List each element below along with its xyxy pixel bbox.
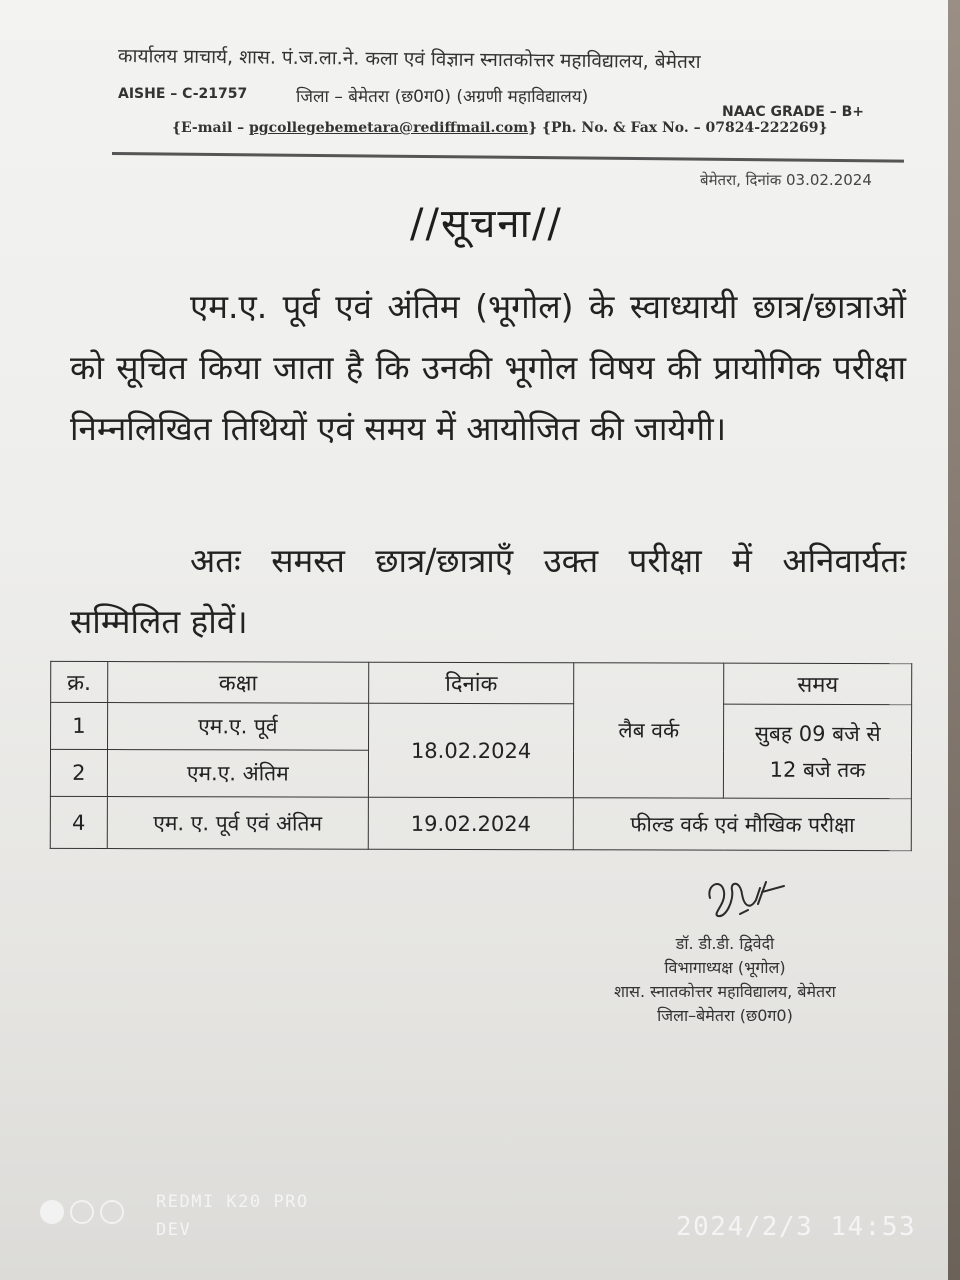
time-text [724, 705, 911, 798]
district-line: जिला – बेमेतरा (छ0ग0) (अग्रणी महाविद्यालय) [296, 87, 589, 107]
row1-class: एम.ए. पूर्व [107, 703, 368, 751]
row3-work: फील्ड वर्क एवं मौखिक परीक्षा [573, 798, 911, 851]
aishe-code: AISHE – C-21757 [118, 86, 248, 102]
header-sno: क्र. [51, 661, 108, 702]
notice-paragraph-1: एम.ए. पूर्व एवं अंतिम (भूगोल) के स्वाध्यायी छात्र/छात्राओं को सूचित किया जाता है कि उनकी भूगोल विषय की प्रायोगिक परीक्षा निम्नलिखित तिथियों एवं समय में आयोजित की जायेगी। [70, 287, 906, 448]
signatory-district: जिला–बेमेतरा (छ0ग0) [657, 1006, 793, 1025]
notice-title: //सूचना// [410, 201, 563, 247]
time-start: सुबह 09 बजे से [754, 721, 881, 746]
camera-logo-dot [70, 1200, 94, 1224]
place-date: बेमेतरा, दिनांक 03.02.2024 [700, 171, 872, 189]
office-heading: कार्यालय प्राचार्य, शास. पं.ज.ला.ने. कला एवं विज्ञान स्नातकोत्तर महाविद्यालय, बेमेतरा [117, 45, 701, 74]
contact-suffix: } {Ph. No. & Fax No. – 07824-222269} [528, 120, 828, 136]
contact-prefix: {E-mail – [172, 120, 250, 136]
row2-sno: 2 [50, 749, 107, 796]
notice-paragraph-2: अतः समस्त छात्र/छात्राएँ उक्त परीक्षा में अनिवार्यतः सम्मिलित होवें। [70, 541, 906, 641]
camera-logo-icon [40, 1200, 124, 1224]
background-edge [948, 0, 960, 1280]
time-cell [724, 704, 912, 798]
header-time: समय [724, 663, 912, 704]
row2-class: एम.ए. अंतिम [107, 750, 368, 798]
camera-user: DEV [156, 1220, 192, 1240]
table-row [51, 702, 912, 751]
signatory-institution: शास. स्नातकोत्तर महाविद्यालय, बेमेतरा [614, 982, 836, 1001]
row3-class: एम. ए. पूर्व एवं अंतिम [107, 797, 368, 850]
header-class: कक्षा [107, 662, 368, 704]
handwritten-signature [700, 870, 800, 930]
exam-schedule-table [50, 661, 912, 851]
signatory-designation: विभागाध्यक्ष (भूगोल) [664, 958, 786, 977]
camera-timestamp: 2024/2/3 14:53 [676, 1212, 917, 1242]
camera-watermark [156, 1188, 309, 1244]
lab-work-cell: लैब वर्क [574, 663, 724, 798]
header-date: दिनांक [369, 662, 574, 704]
camera-logo-dot [40, 1200, 64, 1224]
camera-logo-dot [100, 1200, 124, 1224]
time-end: 12 बजे तक [769, 757, 866, 782]
naac-grade: NAAC GRADE – B+ [722, 104, 864, 120]
email-address: pgcollegebemetara@rediffmail.com [249, 120, 529, 136]
signatory-name: डॉ. डी.डी. द्विवेदी [675, 934, 775, 953]
camera-model: REDMI K20 PRO [156, 1192, 309, 1212]
row3-date: 19.02.2024 [368, 797, 573, 850]
table-row [50, 796, 911, 850]
table-header-row [51, 661, 912, 704]
row3-sno: 4 [50, 796, 107, 848]
signatory-block [560, 932, 890, 1028]
shared-date-cell: 18.02.2024 [368, 703, 574, 798]
contact-line [172, 120, 828, 136]
row1-sno: 1 [51, 702, 108, 749]
